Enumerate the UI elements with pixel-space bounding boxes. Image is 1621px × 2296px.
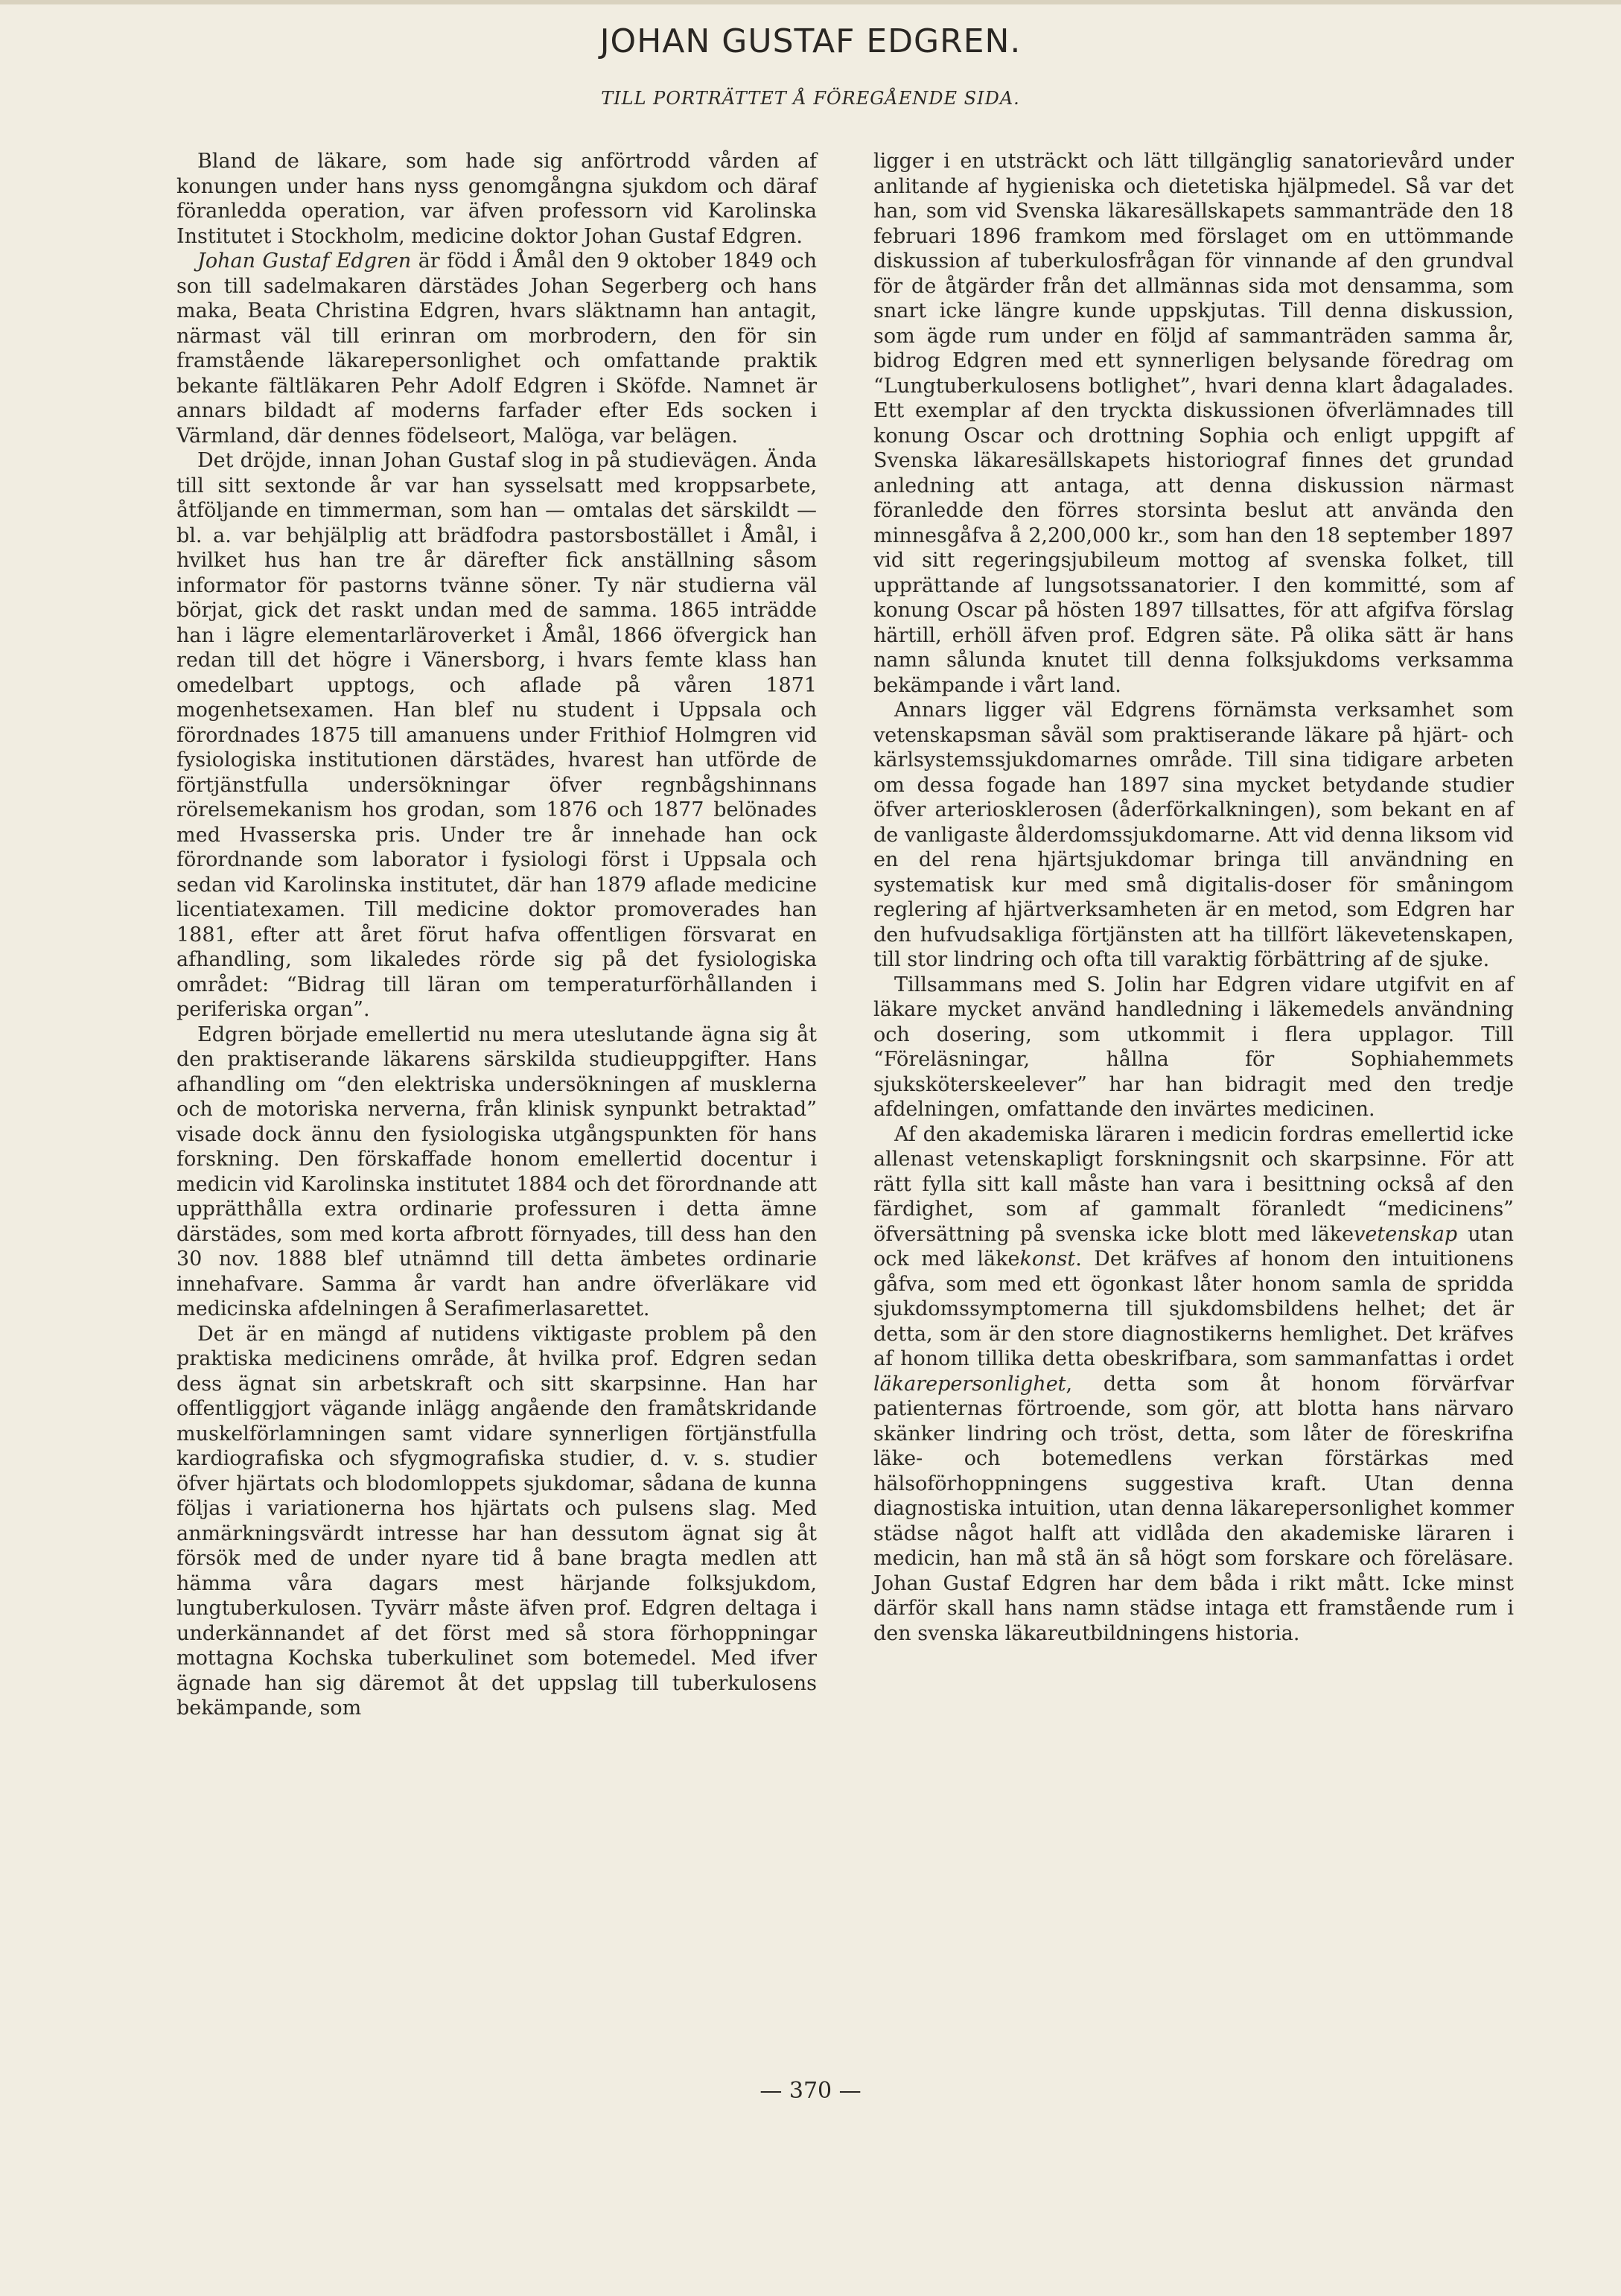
- left-paragraph-3: Det dröjde, innan Johan Gustaf slog in på studievägen. Ända till sitt sextonde år var han sysselsatt med kroppsarbete, åtföljande en timmerman, som han — omtalas det särskildt — bl. a. var behjälplig att brädfodra pastorsbostället i Åmål, i hvilket hus han tre år därefter fick anställning såsom informator för pastorns tvänne söner. Ty när studierna väl börjat, gick det raskt undan med de samma. 1865 inträdde han i lägre elementarläroverket i Åmål, 1866 öfvergick han redan till det högre i Vänersborg, i hvars femte klass han omedelbart upptogs, och aflade på våren 1871 mogenhetsexamen. Han blef nu student i Uppsala och förordnades 1875 till amanuens under Frithiof Holmgren vid fysiologiska institutionen därstädes, hvarest han utförde de förtjänstfulla undersökningar öfver regnbågshinnans rörelsemekanism hos grodan, som 1876 och 1877 belönades med Hvasserska pris. Under tre år innehade han ock förordnande som laborator i fysiologi först i Uppsala och sedan vid Karolinska institutet, där han 1879 aflade medicine licentiatexamen. Till medicine doktor promoverades han 1881, efter att året förut hafva offentligen försvarat en afhandling, som likaledes rörde sig på det fysiologiska området: “Bidrag till läran om temperaturförhållanden i periferiska organ”.: [176, 449, 817, 1021]
- article-subtitle: TILL PORTRÄTTET Å FÖREGÅENDE SIDA.: [601, 88, 1020, 109]
- emphasis-vetenskap: vetenskap: [1354, 1222, 1458, 1246]
- right-paragraph-4-part-d: , detta som åt honom förvärfvar patienternas förtroende, som gör, att blotta hans närvaro skänker lindring och tröst, detta, som låter de föreskrifna läke- och botemedlens verkan förstärkas med hälsoförhoppningens suggestiva kraft. Utan denna diagnostiska intuition, utan denna läkarepersonlighet kommer städse något halft att vidlåda den akademiske läraren i medicin, han må stå än så högt som forskare och föreläsare. Johan Gustaf Edgren har dem båda i rikt mått. Icke minst därför skall hans namn städse intaga ett framstående rum i den svenska läkareutbildningens historia.: [873, 1372, 1514, 1645]
- article-title: JOHAN GUSTAF EDGREN.: [599, 22, 1022, 60]
- right-paragraph-4: [873, 1122, 1514, 1647]
- right-paragraph-4-part-a: Af den akademiska läraren i medicin fordras emellertid icke allenast vetenskapligt forskningsnit och skarpsinne. För att rätt fylla sitt kall måste han vara i besittning också af den färdighet, som af gammalt föranledt “medicinens” öfversättning på svenska icke blott med läke: [873, 1122, 1514, 1246]
- right-paragraph-4-part-b: utan ock med läke: [873, 1222, 1515, 1271]
- right-paragraph-4-part-c: . Det kräfves af honom den intuitionens gåfva, som med ett ögonkast låter honom samla de spridda sjukdomssymptomerna till sjukdomsbildens helhet; det är detta, som är den store diagnostikerns hemlighet. Det kräfves af honom tillika detta obeskrifbara, som sammanfattas i ordet: [873, 1247, 1514, 1370]
- left-paragraph-1: Bland de läkare, som hade sig anförtrodd vården af konungen under hans nyss genomgångna sjukdom och däraf föranledda operation, var äfven professorn vid Karolinska Institutet i Stockholm, medicine doktor Johan Gustaf Edgren.: [176, 150, 817, 248]
- right-paragraph-3: Tillsammans med S. Jolin har Edgren vidare utgifvit en af läkare mycket använd handledning i läkemedels användning och dosering, som utkommit i flera upplagor. Till “Föreläsningar, hållna för Sophiahemmets sjuksköterskeelever” har han bidragit med den tredje afdelningen, omfattande den invärtes medicinen.: [873, 973, 1514, 1121]
- right-column: [873, 149, 1514, 1646]
- left-paragraph-2-text: är född i Åmål den 9 oktober 1849 och son till sadelmakaren därstädes Johan Segerberg och hans maka, Beata Christina Edgren, hvars släktnamn han antagit, närmast väl till erinran om morbrodern, den för sin framstående läkarepersonlighet och omfattande praktik bekante fältläkaren Pehr Adolf Edgren i Sköfde. Namnet är annars bildadt af moderns farfader efter Eds socken i Värmland, där dennes födelseort, Malöga, var belägen.: [176, 249, 817, 448]
- right-paragraph-2: Annars ligger väl Edgrens förnämsta verksamhet som vetenskapsman såväl som praktiserande läkare på hjärt- och kärlsystemssjukdomarnes område. Till sina tidigare arbeten om dessa fogade han 1897 sina mycket betydande studier öfver arteriosklerosen (åderförkalkningen), som bekant en af de vanligaste ålderdomssjukdomarne. Att vid denna liksom vid en del rena hjärtsjukdomar bringa till användning en systematisk kur med små digitalis-doser för småningom reglering af hjärtverksamheten är en metod, som Edgren har den hufvudsakliga förtjänsten att ha tillfört läkevetenskapen, till stor lindring och ofta till varaktig förbättring af de sjuke.: [873, 699, 1514, 971]
- left-paragraph-4: Edgren började emellertid nu mera uteslutande ägna sig åt den praktiserande läkarens särskilda studieuppgifter. Hans afhandling om “den elektriska undersökningen af musklerna och de motoriska nerverna, från klinisk synpunkt betraktad” visade dock ännu den fysiologiska utgångspunkten för hans forskning. Den förskaffade honom emellertid docentur i medicin vid Karolinska institutet 1884 och det förordnande att upprätthålla extra ordinarie professuren i detta ämne därstädes, som med korta afbrott förnyades, till dess han den 30 nov. 1888 blef utnämnd till detta ämbetes ordinarie innehafvare. Samma år vardt han andre öfverläkare vid medicinska afdelningen å Serafimerlasarettet.: [176, 1023, 817, 1320]
- left-paragraph-5: Det är en mängd af nutidens viktigaste problem på den praktiska medicinens område, åt hvilka prof. Edgren sedan dess ägnat sin arbetskraft och sitt skarpsinne. Han har offentliggjort vägande inlägg angående den framåtskridande muskelförlamningen samt vidare synnerligen förtjänstfulla kardiografiska och sfygmografiska studier, d. v. s. studier öfver hjärtats och blodomloppets sjukdomar, sådana de kunna följas i variationerna hos hjärtats och pulsens slag. Med anmärkningsvärdt intresse har han dessutom ägnat sig åt försök med de under nyare tid å bane bragta medlen att hämma våra dagars mest härjande folksjukdom, lungtuberkulosen. Tyvärr måste äfven prof. Edgren deltaga i underkännandet af det först med så stora förhoppningar mottagna Kochska tuberkulinet som botemedel. Med ifver ägnade han sig däremot åt det uppslag till tuberkulosens bekämpande, som: [176, 1322, 817, 1720]
- emphasis-konst: konst: [1019, 1247, 1076, 1271]
- subject-name: Johan Gustaf Edgren: [197, 249, 412, 273]
- page-edge: [0, 0, 1621, 4]
- page-number: — 370 —: [759, 2078, 862, 2104]
- emphasis-lakarepersonlighet: läkarepersonlighet: [873, 1372, 1066, 1396]
- left-column: [176, 149, 817, 1721]
- left-paragraph-2: [176, 249, 817, 448]
- right-paragraph-1: ligger i en utsträckt och lätt tillgänglig sanatorievård under anlitande af hygieniska och dietetiska hjälpmedel. Så var det han, som vid Svenska läkaresällskapets sammanträde den 18 februari 1896 framkom med förslaget om en uttömmande diskussion af tuberkulosfrågan för vinnande af den grundval för de åtgärder från det allmännas sida mot densamma, som snart icke längre kunde uppskjutas. Till denna diskussion, som ägde rum under en följd af sammanträden samma år, bidrog Edgren med ett synnerligen belysande föredrag om “Lungtuberkulosens botlighet”, hvari denna klart ådagalades. Ett exemplar af den tryckta diskussionen öfverlämnades till konung Oscar och drottning Sophia och enligt uppgift af Svenska läkaresällskapets historiograf finnes det grundad anledning att antaga, att denna diskussion närmast föranledde den förres storsinta beslut att använda den minnesgåfva å 2,200,000 kr., som han den 18 september 1897 vid sitt regeringsjubileum mottog af svenska folket, till upprättande af lungsotssanatorier. I den kommitté, som af konung Oscar på hösten 1897 tillsattes, för att afgifva förslag härtill, erhöll äfven prof. Edgren säte. På olika sätt är hans namn sålunda knutet till denna folksjukdoms verksamma bekämpande i vårt land.: [873, 150, 1514, 697]
